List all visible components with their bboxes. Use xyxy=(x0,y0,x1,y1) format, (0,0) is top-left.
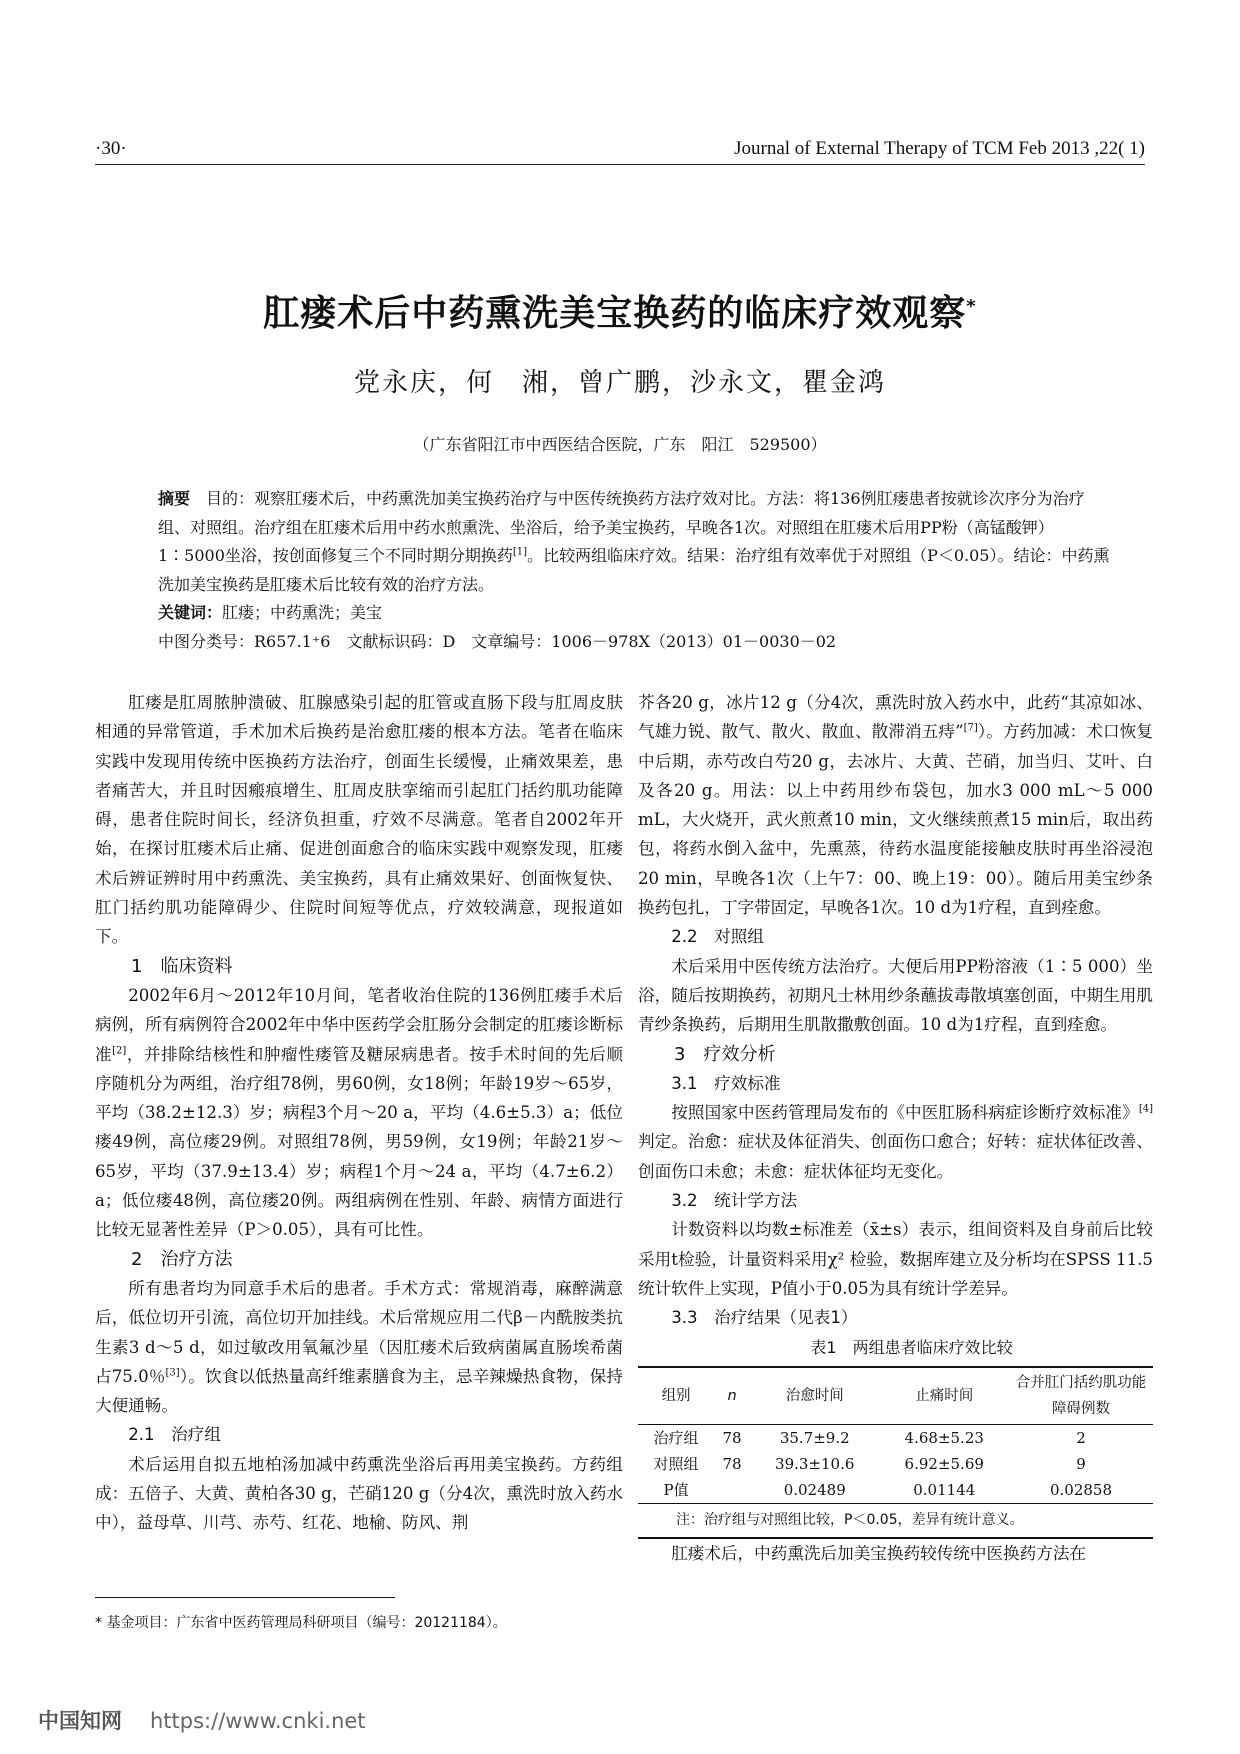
title-footnote-mark: * xyxy=(966,296,977,317)
subsection-heading-2-2: 2.2 对照组 xyxy=(671,927,764,947)
affiliation: （广东省阳江市中西医结合医院，广东 阳江 529500） xyxy=(413,435,827,454)
paragraph-clinical-data: 2002年6月～2012年10月间，笔者收治住院的136例肛瘘手术后病例，所有病例符合2002年中华中医药学会肛肠分会制定的肛瘘诊断标准[2]，并排除结核性和肿瘤性瘘管及糖尿病患者。按手术时间的先后顺序随机分为两组，治疗组78例，男60例，女18例；年龄19岁～65岁，平均（38.2±12.3）岁；病程3个月～20 a，平均（4.6±5.3）a；低位瘘49例，高位瘘29例。对照组78例，男59例，女19例；年龄21岁～65岁，平均（37.9±13.4）岁；病程1个月～24 a，平均（4.7±6.2）a；低位瘘48例，高位瘘20例。两组病例在性别、年龄、病情方面进行比较无显著性差异（P＞0.05），具有可比性。 xyxy=(95,985,624,1240)
subsection-heading-2-1: 2.1 治疗组 xyxy=(128,1425,221,1445)
cnki-watermark xyxy=(38,1705,366,1735)
table-header-n: n xyxy=(714,1367,750,1425)
cnki-url[interactable]: https://www.cnki.net xyxy=(150,1709,366,1733)
results-table xyxy=(638,1366,1153,1504)
keywords: 关键词：肛瘘；中药熏洗；美宝 xyxy=(158,603,383,622)
cnki-logo: 中国知网 xyxy=(38,1709,122,1733)
section-heading-3: 3 疗效分析 xyxy=(674,1043,776,1065)
table-note: 注：治疗组与对照组比较，P＜0.05，差异有统计意义。 xyxy=(638,1504,1153,1539)
page-number: ·30· xyxy=(95,138,127,159)
author-list: 党永庆，何 湘，曾广鹏，沙永文，瞿金鸿 xyxy=(353,368,886,398)
table-row: 对照组 78 39.3±10.6 6.92±5.69 9 xyxy=(653,1454,1086,1473)
table-row: P值 0.02489 0.01144 0.02858 xyxy=(638,1477,1153,1504)
section-heading-1: 1 临床资料 xyxy=(131,955,233,977)
subsection-heading-3-1: 3.1 疗效标准 xyxy=(671,1073,781,1093)
journal-name: Journal of External Therapy of TCM Feb 2013 ,22( 1) xyxy=(734,138,1145,159)
right-column xyxy=(638,688,1153,1568)
running-header xyxy=(95,138,1145,162)
paragraph-treatment-group-cont: 芥各20 g，冰片12 g（分4次，熏洗时放入药水中，此药“其凉如冰、气雄力锐、散气、散火、散血、散滞消五痔”[7]）。方药加减：术口恢复中后期，赤芍改白芍20 g，去冰片、大黄、芒硝，加当归、艾叶、白及各20 g。用法：以上中药用纱布袋包，加水3 000 mL～5 000 mL，大火烧开，武火煎煮10 min，文火继续煎煮15 min后，取出药包，将药水倒入盆中，先熏蒸，待药水温度能接触皮肤时再坐浴浸泡20 min，早晚各1次（上午7：00、晚上19：00）。随后用美宝纱条换药包扎，丁字带固定，早晚各1次。10 d为1疗程，直到痊愈。 xyxy=(638,693,1154,918)
paragraph-criteria: 按照国家中医药管理局发布的《中医肛肠科病症诊断疗效标准》[4]判定。治愈：症状及体征消失、创面伤口愈合；好转：症状体征改善、创面伤口未愈；未愈：症状体征均无变化。 xyxy=(638,1103,1153,1181)
subsection-heading-3-2: 3.2 统计学方法 xyxy=(671,1191,798,1211)
table-header-sphincter: 合并肛门括约肌功能障碍例数 xyxy=(1009,1367,1153,1425)
footnote-rule xyxy=(95,1597,395,1598)
abstract: 摘要 目的：观察肛瘘术后，中药熏洗加美宝换药治疗与中医传统换药方法疗效对比。方法：将136例肛瘘患者按就诊次序分为治疗组、对照组。治疗组在肛瘘术后用中药水煎熏洗、坐浴后，给予美宝换药，早晚各1次。对照组在肛瘘术后用PP粉（高锰酸钾）1∶5000坐浴，按创面修复三个不同时期分期换药[1]。比较两组临床疗效。结果：治疗组有效率优于对照组（P＜0.05）。结论：中药熏洗加美宝换药是肛瘘术后比较有效的治疗方法。 关键词：肛瘘；中药熏洗；美宝 中图分类号：R657.1⁺6 文献标识码：D 文章编号：1006－978X（2013）01－0030－02 xyxy=(158,485,1113,656)
table-title: 表1 两组患者临床疗效比较 xyxy=(810,1337,1013,1357)
table-header-pain-relief: 止痛时间 xyxy=(879,1367,1009,1425)
abstract-label: 摘要 xyxy=(158,489,191,508)
table-row: 治疗组 78 35.7±9.2 4.68±5.23 2 xyxy=(653,1428,1086,1447)
left-column xyxy=(95,688,623,1538)
intro-paragraph: 肛瘘是肛周脓肿溃破、肛腺感染引起的肛管或直肠下段与肛周皮肤相通的异常管道，手术加术后换药是治愈肛瘘的根本方法。笔者在临床实践中发现用传统中医换药方法治疗，创面生长缓慢，止痛效果差，患者痛苦大，并且时因瘢痕增生、肛周皮肤挛缩而引起肛门括约肌功能障碍，患者住院时间长，经济负担重，疗效不尽满意。笔者自2002年开始，在探讨肛瘘术后止痛、促进创面愈合的临床实践中观察发现，肛瘘术后辨证辨时用中药熏洗、美宝换药，具有止痛效果好、创面恢复快、肛门括约肌功能障碍少、住院时间短等优点，疗效较满意，现报道如下。 xyxy=(95,693,623,947)
table-header-cure-time: 治愈时间 xyxy=(750,1367,879,1425)
funding-footnote: * 基金项目：广东省中医药管理局科研项目（编号：20121184）。 xyxy=(95,1615,507,1631)
section-heading-2: 2 治疗方法 xyxy=(131,1248,233,1270)
subsection-heading-3-3: 3.3 治疗结果（见表1） xyxy=(671,1308,858,1328)
paragraph-treatment-group: 术后运用自拟五地柏汤加减中药熏洗坐浴后再用美宝换药。方药组成：五倍子、大黄、黄柏各30 g，芒硝120 g（分4次，熏洗时放入药水中），益母草、川芎、赤芍、红花、地榆、防风、荆 xyxy=(95,1454,623,1533)
table-header-group: 组别 xyxy=(638,1367,714,1425)
paragraph-discussion: 肛瘘术后，中药熏洗后加美宝换药较传统中医换药方法在 xyxy=(671,1544,1087,1564)
paragraph-control-group: 术后采用中医传统方法治疗。大便后用PP粉溶液（1∶5 000）坐浴，随后按期换药，初期凡士林用纱条蘸拔毒散填塞创面，中期生用肌青纱条换药，后期用生肌散撒敷创面。10 d为1疗程，直到痊愈。 xyxy=(638,956,1153,1035)
paragraph-treatment: 所有患者均为同意手术后的患者。手术方式：常规消毒，麻醉满意后，低位切开引流，高位切开加挂线。术后常规应用二代β－内酰胺类抗生素3 d～5 d，如过敏改用氧氟沙星（因肛瘘术后致病菌属直肠埃希菌占75.0％[3]）。饮食以低热量高纤维素膳食为主，忌辛辣燥热食物，保持大便通畅。 xyxy=(95,1278,623,1416)
header-rule xyxy=(95,164,1145,165)
paragraph-statistics: 计数资料以均数±标准差（x̄±s）表示，组间资料及自身前后比较采用t检验，计量资料采用χ² 检验，数据库建立及分析均在SPSS 11.5统计软件上实现，P值小于0.05为具有统计学差异。 xyxy=(638,1220,1153,1298)
classification-line: 中图分类号：R657.1⁺6 文献标识码：D 文章编号：1006－978X（2013）01－0030－02 xyxy=(158,631,837,651)
article-title: 肛瘘术后中药熏洗美宝换药的临床疗效观察* xyxy=(263,293,977,334)
